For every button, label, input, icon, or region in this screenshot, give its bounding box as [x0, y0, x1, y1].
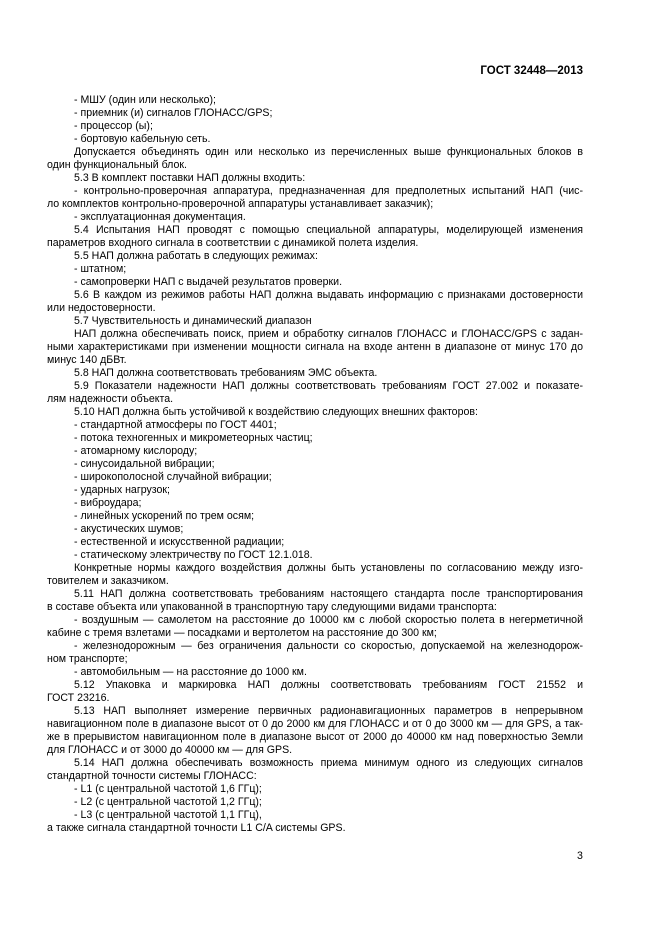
text-line: - виброудара; — [74, 497, 142, 509]
text-line: - контрольно-проверочная аппаратура, предназначенная для предполетных испытаний НАП (чис- — [74, 185, 583, 197]
text-line: стандартной точности системы ГЛОНАСС: — [47, 770, 257, 782]
text-line: а также сигнала стандартной точности L1 C/A системы GPS. — [47, 822, 346, 834]
text-line: - потока техногенных и микрометеорных частиц; — [74, 432, 313, 444]
text-line: - ударных нагрузок; — [74, 484, 170, 496]
text-line: 5.11 НАП должна соответствовать требованиям настоящего стандарта после транспортирования — [74, 588, 583, 600]
text-line: товителем и заказчиком. — [47, 575, 169, 587]
text-line: - статическому электричеству по ГОСТ 12.1.018. — [74, 549, 313, 561]
text-line: ном транспорте; — [47, 653, 128, 665]
document-id: ГОСТ 32448—2013 — [480, 65, 583, 77]
text-line: - атомарному кислороду; — [74, 445, 198, 457]
text-line: минус 140 дБВт. — [47, 354, 127, 366]
text-line: - автомобильным — на расстояние до 1000 км. — [74, 666, 307, 678]
text-line: 5.8 НАП должна соответствовать требованиям ЭМС объекта. — [74, 367, 378, 379]
text-line: один функциональный блок. — [47, 159, 187, 171]
text-line: - L1 (с центральной частотой 1,6 ГГц); — [74, 783, 262, 795]
text-line: - штатном; — [74, 263, 127, 275]
text-line: - процессор (ы); — [74, 120, 153, 132]
text-line: навигационном поле в диапазоне высот от 0 до 2000 км для ГЛОНАСС и от 0 до 3000 км — для GPS, а так- — [47, 718, 583, 730]
text-line: 5.9 Показатели надежности НАП должны соответствовать требованиям ГОСТ 27.002 и показате- — [74, 380, 583, 392]
text-line: - МШУ (один или несколько); — [74, 94, 216, 106]
text-line: 5.3 В комплект поставки НАП должны входить: — [74, 172, 306, 184]
text-line: 5.4 Испытания НАП проводят с помощью специальной аппаратуры, моделирующей изменения — [74, 224, 583, 236]
text-line: 5.7 Чувствительность и динамический диапазон — [74, 315, 312, 327]
text-line: 5.5 НАП должна работать в следующих режимах: — [74, 250, 318, 262]
text-line: - естественной и искусственной радиации; — [74, 536, 285, 548]
text-line: - эксплуатационная документация. — [74, 211, 246, 223]
text-line: Конкретные нормы каждого воздействия должны быть установлены по согласованию между изго- — [74, 562, 583, 574]
text-line: лям надежности объекта. — [47, 393, 174, 405]
text-line: - L2 (с центральной частотой 1,2 ГГц); — [74, 796, 262, 808]
text-line: ло комплектов контрольно-проверочной аппаратуры устанавливает заказчик); — [47, 198, 434, 210]
text-line: или недостоверности. — [47, 302, 156, 314]
text-line: НАП должна обеспечивать поиск, прием и обработку сигналов ГЛОНАСС и ГЛОНАСС/GPS с задан- — [74, 328, 583, 340]
text-line: 5.13 НАП выполняет измерение первичных радионавигационных параметров в непрерывном — [74, 705, 583, 717]
text-line: в составе объекта или упакованной в транспортную тару следующими видами транспорта: — [47, 601, 497, 613]
text-line: 5.10 НАП должна быть устойчивой к воздействию следующих внешних факторов: — [74, 406, 478, 418]
text-line: - стандартной атмосферы по ГОСТ 4401; — [74, 419, 277, 431]
text-line: же в прерывистом навигационном поле в диапазоне высот от 2000 до 40000 км над поверхностью Земли — [47, 731, 583, 743]
text-line: - L3 (с центральной частотой 1,1 ГГц), — [74, 809, 262, 821]
text-line: - широкополосной случайной вибрации; — [74, 471, 272, 483]
text-line: 5.6 В каждом из режимов работы НАП должна выдавать информацию с признаками достоверности — [74, 289, 583, 301]
text-line: 5.14 НАП должна обеспечивать возможность приема минимум одного из следующих сигналов — [74, 757, 583, 769]
text-line: - линейных ускорений по трем осям; — [74, 510, 255, 522]
text-line: - самопроверки НАП с выдачей результатов проверки. — [74, 276, 343, 288]
text-line: - синусоидальной вибрации; — [74, 458, 215, 470]
text-line: - акустических шумов; — [74, 523, 184, 535]
text-line: - бортовую кабельную сеть. — [74, 133, 211, 145]
text-line: - железнодорожным — без ограничения дальности со скоростью, допускаемой на железнодорож- — [74, 640, 583, 652]
text-line: - приемник (и) сигналов ГЛОНАСС/GPS; — [74, 107, 273, 119]
text-line: кабине с тремя взлетами — посадками и вертолетом на расстояние до 300 км; — [47, 627, 437, 639]
text-line: Допускается объединять один или несколько из перечисленных выше функциональных блоков в — [74, 146, 583, 158]
text-line: 5.12 Упаковка и маркировка НАП должны соответствовать требованиям ГОСТ 21552 и — [74, 679, 583, 691]
text-line: ными характеристиками при изменении мощности сигнала на входе антенн в диапазоне от минус 170 до — [47, 341, 583, 353]
text-line: ГОСТ 23216. — [47, 692, 110, 704]
page-number: 3 — [577, 850, 583, 862]
text-line: для ГЛОНАСС и от 3000 до 40000 км — для GPS. — [47, 744, 293, 756]
text-line: - воздушным — самолетом на расстояние до 10000 км с любой скоростью полета в негерметичной — [74, 614, 583, 626]
text-line: параметров входного сигнала в соответствии с динамикой полета изделия. — [47, 237, 419, 249]
